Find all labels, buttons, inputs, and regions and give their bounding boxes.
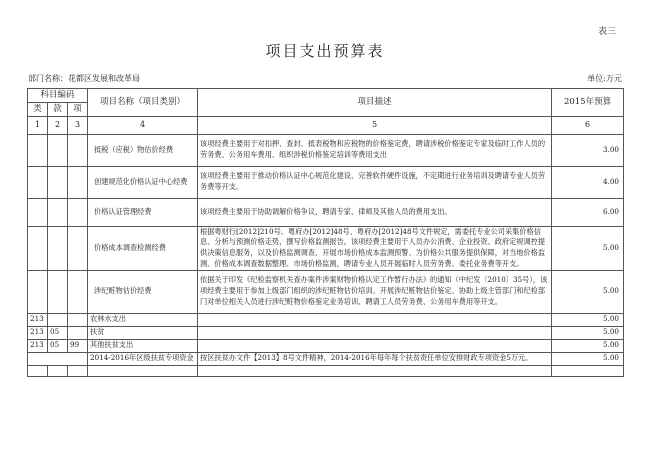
project-name-cell: 价格认证管理经费	[88, 198, 198, 226]
page-title: 项目支出预算表	[265, 42, 385, 60]
budget-cell: 4.00	[552, 166, 624, 198]
budget-cell: 6.00	[552, 198, 624, 226]
index-cell: 3	[68, 116, 88, 134]
budget-cell: 5.00	[552, 352, 624, 365]
project-name-cell: 涉纪赃物估价经费	[88, 270, 198, 313]
empty-cell	[552, 365, 624, 376]
project-name-cell: 2014-2016年区级扶贫专项资金	[88, 352, 198, 365]
project-desc-cell	[198, 339, 552, 352]
header-row	[28, 89, 624, 103]
index-cell: 2	[48, 116, 68, 134]
table-row	[28, 166, 624, 198]
table-row	[28, 270, 624, 313]
unit-label: 单位:万元	[587, 74, 622, 83]
lei-cell: 213	[28, 339, 48, 352]
project-desc-cell	[198, 326, 552, 339]
desc-header: 项目描述	[198, 89, 552, 117]
project-desc-cell: 按区扶贫办文件【2013】8号文件精神，2014-2016年每年每个扶贫责任单位安排财政专项资金5万元。	[198, 352, 552, 365]
xiang-cell	[68, 326, 88, 339]
kuan-cell	[48, 226, 68, 270]
table-row	[28, 134, 624, 166]
table-row	[28, 198, 624, 226]
budget-cell: 5.00	[552, 226, 624, 270]
project-name-cell: 扶贫	[88, 326, 198, 339]
xiang-cell: 99	[68, 339, 88, 352]
project-desc-cell: 该项经费主要用于对扣押、查封、抵表税物和应税物的价格鉴定费，聘请涉税价格鉴定专家及临时工作人员的劳务费、公务用车费用、组织涉税价格鉴定培训等费用支出	[198, 134, 552, 166]
lei-cell: 213	[28, 326, 48, 339]
budget-cell: 5.00	[552, 339, 624, 352]
lei-cell: 213	[28, 313, 48, 326]
empty-cell	[88, 365, 198, 376]
project-name-cell: 农林水支出	[88, 313, 198, 326]
table-row	[28, 313, 624, 326]
lei-header: 类	[28, 102, 48, 116]
blank-row	[28, 365, 624, 376]
budget-cell: 5.00	[552, 270, 624, 313]
project-name-cell: 创建规范化价格认证中心经费	[88, 166, 198, 198]
project-desc-cell	[198, 313, 552, 326]
xiang-cell	[68, 198, 88, 226]
kuan-cell: 05	[48, 326, 68, 339]
empty-cell	[198, 365, 552, 376]
project-desc-cell: 根据粤财行[2012]210号、粤府办[2012]48号、粤府办[2012]48号文件规定，需委托专业公司采集价格信息、分析与预测价格走势，撰写价格监测报告。该项经费主要用于人员办公消费、企业投资、政府定规调控提供决策信息服务，以及价格监测调查、开展市场价格成本监测预警、为价格公共服务提供保障，对当地价格监测、价格成本调查数据整理、市场价格监测，聘请专业人员开展临时人员劳务费、委托业务费等开支。	[198, 226, 552, 270]
table-row	[28, 226, 624, 270]
xiang-cell	[68, 226, 88, 270]
xiang-cell	[68, 166, 88, 198]
code-group-header: 科目编码	[28, 89, 88, 103]
xiang-cell	[68, 270, 88, 313]
index-row	[28, 116, 624, 134]
project-name-cell: 其他扶贫支出	[88, 339, 198, 352]
project-name-cell: 抵税（应税）物估价经费	[88, 134, 198, 166]
empty-cell	[48, 365, 68, 376]
xiang-cell	[68, 313, 88, 326]
index-cell: 1	[28, 116, 48, 134]
kuan-cell	[48, 166, 68, 198]
budget-table	[27, 88, 624, 377]
index-cell: 6	[552, 116, 624, 134]
kuan-cell: 05	[48, 339, 68, 352]
table-row	[28, 339, 624, 352]
xiang-cell	[68, 134, 88, 166]
budget-cell: 5.00	[552, 326, 624, 339]
index-cell: 5	[198, 116, 552, 134]
project-name-cell: 价格成本调查检测经费	[88, 226, 198, 270]
kuan-cell	[48, 313, 68, 326]
project-desc-cell: 该项经费主要用于协助调解价格争议，聘请专家、律师及其他人员的费用支出。	[198, 198, 552, 226]
lei-cell	[28, 134, 48, 166]
empty-cell	[28, 365, 48, 376]
lei-cell	[28, 198, 48, 226]
lei-cell	[28, 166, 48, 198]
table-number: 表三	[598, 27, 617, 37]
budget-cell: 3.00	[552, 134, 624, 166]
code-cell	[28, 352, 88, 365]
project-desc-cell: 依据关于印发《纪检监察机关查办案件涉案财物价格认定工作暂行办法》的通知（中纪发〔2010〕35号），该项经费主要用于参加上级部门组织的涉纪赃物估价培训、开展涉纪赃物估价鉴定、协助上级主管部门和纪检部门对单位相关人员进行涉纪赃物价格鉴定业务培训、聘请工人员劳务费、公务用车费用等开支。	[198, 270, 552, 313]
department-name: 部门名称：花都区发展和改革局	[28, 74, 140, 83]
xiang-header: 项	[68, 102, 88, 116]
project-desc-cell: 该项经费主要用于推动价格认证中心规范化建设、完善软件硬件设施，不定期进行业务培训及聘请专业人员劳务费等开支。	[198, 166, 552, 198]
kuan-cell	[48, 134, 68, 166]
index-cell: 4	[88, 116, 198, 134]
kuan-cell	[48, 198, 68, 226]
budget-cell: 5.00	[552, 313, 624, 326]
lei-cell	[28, 226, 48, 270]
kuan-cell	[48, 270, 68, 313]
table-row	[28, 326, 624, 339]
lei-cell	[28, 270, 48, 313]
name-header: 项目名称（项目类别）	[88, 89, 198, 117]
table-row	[28, 352, 624, 365]
empty-cell	[68, 365, 88, 376]
budget-header: 2015年预算	[552, 89, 624, 117]
kuan-header: 款	[48, 102, 68, 116]
